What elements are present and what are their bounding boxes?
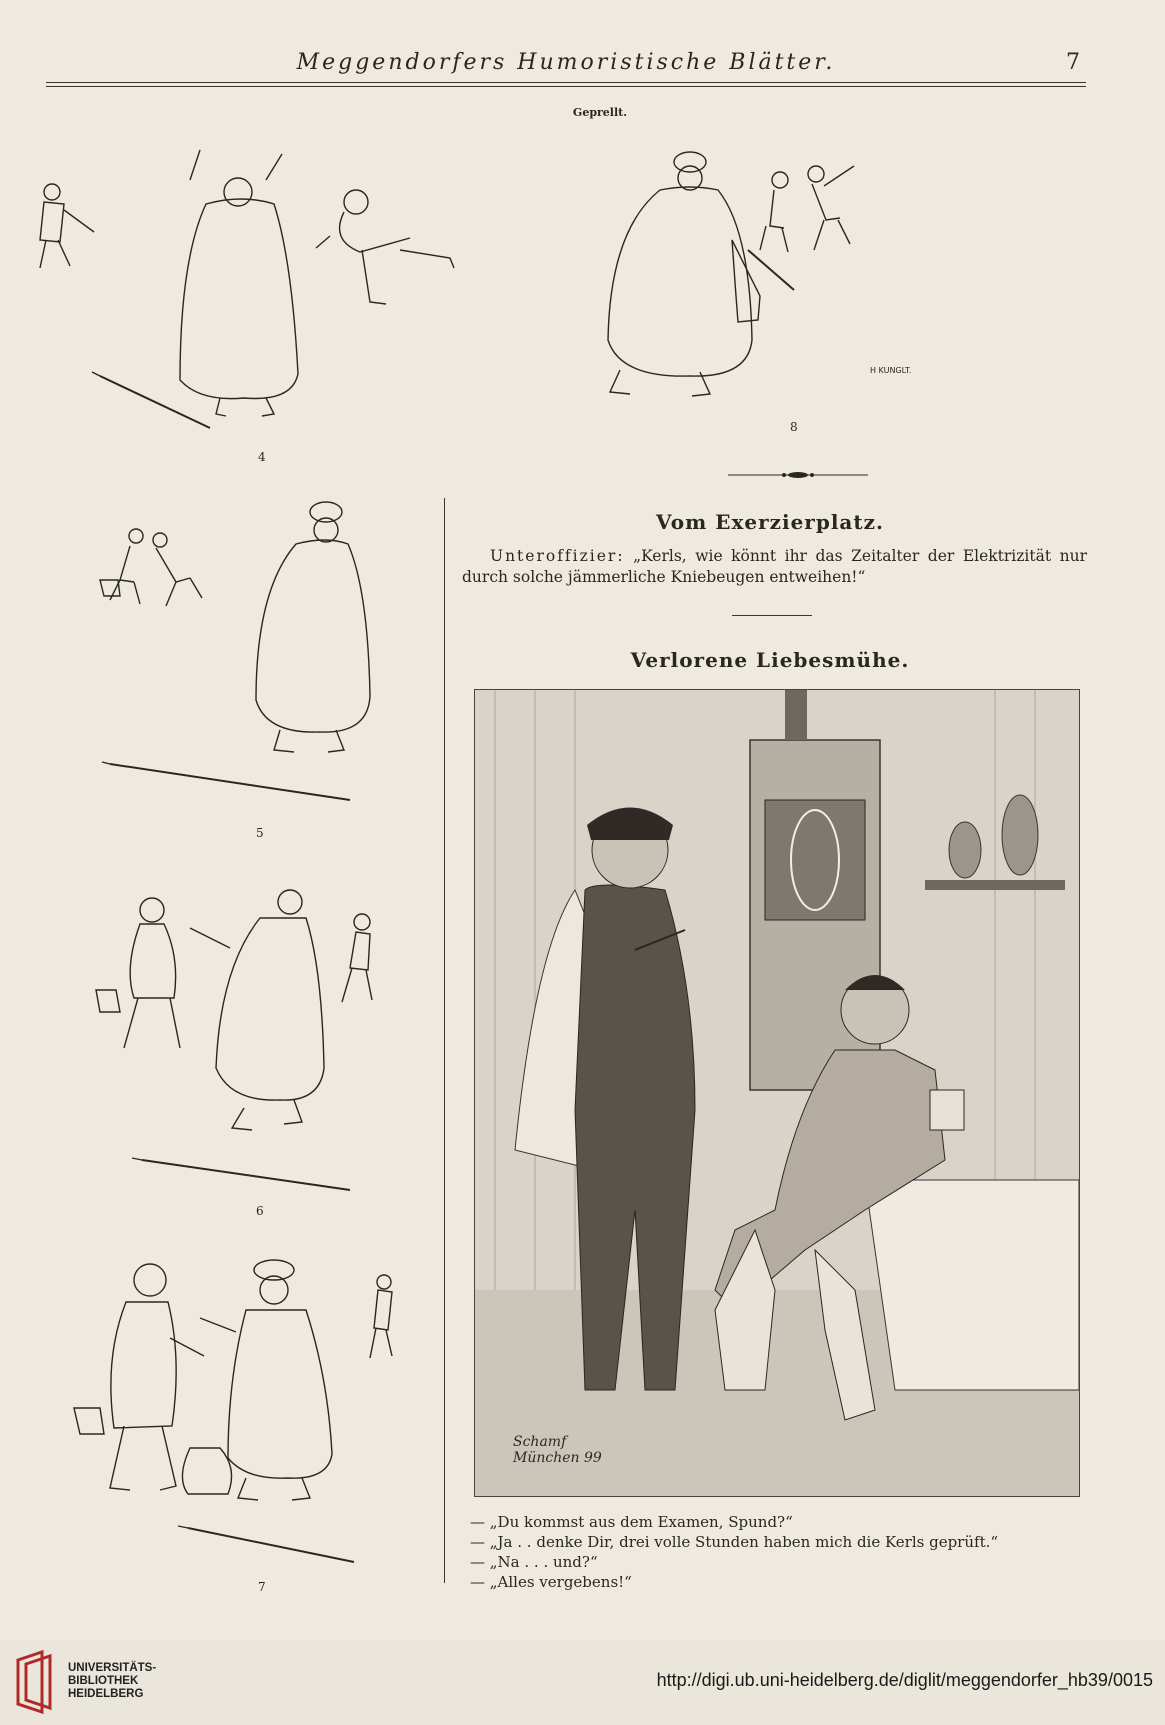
- panel-number-8: 8: [790, 420, 798, 434]
- speaker-quote: „Kerls, wie könnt ihr das Zeitalter der Elektrizität nur durch solche jämmerliche Kniebeugen entweihen!“: [462, 547, 1087, 586]
- article-title-liebesmuehe: Verlorene Liebesmühe.: [630, 648, 910, 672]
- speaker-label: Unteroffizier:: [490, 547, 625, 565]
- source-url-link[interactable]: http://digi.ub.uni-heidelberg.de/diglit/meggendorfer_hb39/0015: [656, 1670, 1153, 1690]
- comic-panel-4: [30, 140, 490, 464]
- comic-panel-8: [580, 140, 1000, 440]
- panel-number-4: 4: [258, 450, 266, 464]
- library-line-3: HEIDELBERG: [68, 1688, 144, 1700]
- ornament-divider: [728, 468, 868, 482]
- header-rule-thin: [46, 86, 1086, 87]
- panel-6-drawing: [80, 878, 400, 1198]
- page-number: 7: [1066, 50, 1080, 75]
- section-rule: [732, 615, 812, 616]
- panel-7-drawing: [70, 1258, 420, 1578]
- signature-line-2: München 99: [513, 1450, 602, 1466]
- dialog-line-4: — „Alles vergebens!“: [470, 1573, 632, 1591]
- column-divider: [444, 498, 445, 1583]
- dialog-line-2: — „Ja . . denke Dir, drei volle Stunden haben mich die Kerls geprüft.“: [470, 1533, 999, 1551]
- panel-number-5: 5: [256, 826, 264, 840]
- illustration-drawing: [475, 690, 1079, 1496]
- library-line-2: BIBLIOTHEK: [68, 1675, 139, 1687]
- comic-panel-7: [70, 1258, 420, 1603]
- artist-signature: H KUNGLT.: [870, 366, 912, 375]
- library-logo-icon: [12, 1650, 62, 1714]
- library-line-1: UNIVERSITÄTS-: [68, 1662, 157, 1674]
- dialog-caption: [470, 1512, 1090, 1592]
- header-rule: [46, 82, 1086, 83]
- comic-panel-6: [80, 878, 400, 1218]
- comic-panel-5: [80, 500, 380, 845]
- dialog-line-1: — „Du kommst aus dem Examen, Spund?“: [470, 1513, 793, 1531]
- journal-title: Meggendorfers Humoristische Blätter.: [296, 50, 836, 75]
- panel-8-drawing: [580, 140, 1000, 440]
- panel-number-6: 6: [256, 1204, 264, 1218]
- dialog-line-3: — „Na . . . und?“: [470, 1553, 598, 1571]
- panel-5-drawing: [80, 500, 380, 840]
- library-name[interactable]: [68, 1662, 156, 1701]
- illustration-frame: [474, 689, 1080, 1497]
- signature-line-1: Schamf: [513, 1434, 567, 1450]
- page-header: [46, 50, 1086, 78]
- article-text-exerzierplatz: [462, 546, 1087, 588]
- comic-strip-title: Geprellt.: [572, 106, 628, 119]
- panel-4-drawing: [30, 140, 490, 440]
- panel-number-7: 7: [258, 1580, 266, 1594]
- illustrator-signature: [513, 1434, 602, 1466]
- article-title-exerzierplatz: Vom Exerzierplatz.: [656, 510, 884, 534]
